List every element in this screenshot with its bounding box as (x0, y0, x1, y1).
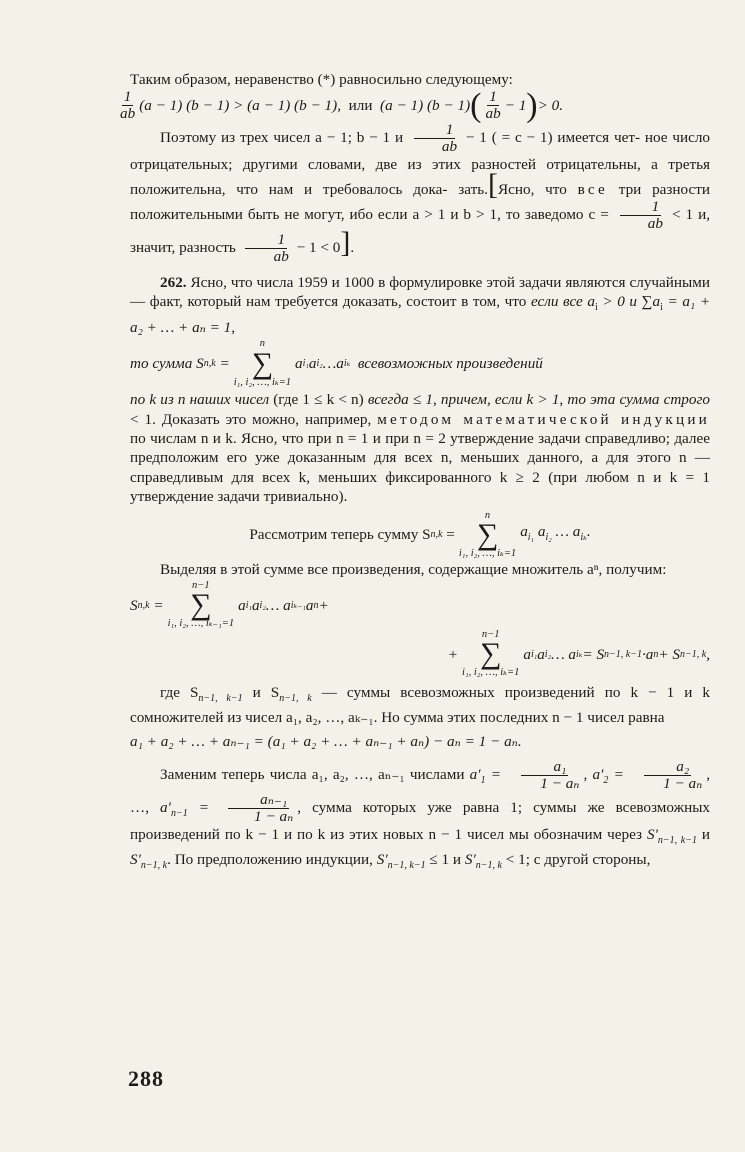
eq1-left: (a − 1) (b − 1) > (a − 1) (b − 1), (139, 97, 342, 115)
paragraph-1: Поэтому из трех чисел a − 1; b − 1 и $\frac{1}{ab}$ − 1 ( = c − 1) имеется чет- ное число отрицательных; другими словами, две из этих разностей отрицательны, а третья положительна, что нам и требовалось дока- зать.[Ясно, что все три разности положительными быть не могут, ибо если a > 1 и b > 1, то заведомо c = $\frac{1}{ab}$ < 1 и, значит, разность $\frac{1}{ab}$ − 1 < 0]. (130, 121, 711, 265)
paragraph-3: Выделяя в этой сумме все произведения, содержащие множитель aⁿ, получим: (160, 560, 667, 578)
sum-definition-formula: то сумма S n,k = n ∑ i₁, i₂, …, iₖ=1 a i₁ a i₂ …a iₖ всевозможных произведений (130, 338, 543, 388)
expansion-line-2: + n−1 ∑ i₁, i₂, …, iₖ=1 a i₁ a i₂ … a iₖ = S n−1, k−1 ·a n + S n−1, k , (447, 628, 710, 679)
eq1-or: или (348, 97, 373, 115)
paragraph-5: Заменим теперь числа a₁, a₂, …, aₙ₋₁ числами $a'_1$ = $\frac{\text{a₁}}{\text{1 − aₙ}}$ , $a'_2$ = $\frac{\text{a₂}}{\text{1 − aₙ}}$ , …, $a'_{n-1}$ = $\frac{\text{aₙ₋₁}}{\text{1 − aₙ}}$ , сумма которых уже равна 1; суммы же всевозможных произведений по k − 1 и по k из этих новых n − 1 чисел мы обозначим через $S'_{n-1, k-1}$ и $S'_{n-1, k}$. По предположению индукции, $S'_{n-1, k-1} \le 1$ и $S'_{n-1, k} < 1$; с другой стороны, (130, 758, 711, 872)
eq1-right: (a − 1) (b − 1) (380, 97, 471, 115)
page-body (120, 70, 711, 876)
consider-sum-formula: Рассмотрим теперь сумму S n,k = n ∑ i₁, i₂, …, iₖ=1 $a_{i_1}$ $a_{i_2}$ … $a_{i_k}$. (249, 509, 591, 560)
paragraph-262-cont: по k из n наших чисел (где 1 ≤ k < n) всегда ≤ 1, причем, если k > 1, то эта сумма строго < 1. Доказать это можно, например, методом математической индукции по числам n и k. Ясно, что при n = 1 и при n = 2 утверждение задачи справедливо; далее предположим его уже доказанным для всех n, меньших данного, а для этого n — справедливым для всех k, меньших фиксированного k ≥ 2 (при любом n и k = 1 утверждение задачи тривиально). (130, 391, 710, 506)
eq1-end: > 0. (537, 97, 564, 115)
problem-number: 262. (160, 273, 187, 291)
intro-line: Таким образом, неравенство (*) равносильно следующему: (130, 71, 513, 88)
fraction-1-over-ab: $\frac{1}{ab}$ (120, 88, 136, 123)
page-number: 288 (128, 1066, 164, 1091)
paragraph-4: где $S_{n-1, k-1}$ и $S_{n-1, k}$ — суммы всевозможных произведений по k − 1 и k сомножителей из чисел a₁, a₂, …, aₖ₋₁. Но сумма этих последних n − 1 чисел равна (130, 683, 711, 727)
paragraph-262: 262. Ясно, что числа 1959 и 1000 в формулировке этой задачи являются случайными — факт, который нам требуется доказать, состоит в том, что если все $a_i > 0$ и $\sum a_i = a_1 + a_2$ + … + aₙ = 1, (130, 273, 711, 336)
expansion-line-1: S n,k = n−1 ∑ i₁, i₂, …, iₖ₋₁=1 a i₁ a i₂ … a iₖ₋₁ a n + (130, 579, 329, 630)
inequality-formula: $\frac{1}{ab}$ (a − 1) (b − 1) > (a − 1) (b − 1), или (a − 1) (b − 1) ( $\frac{1}{ab}$ − 1 ) > 0. (120, 86, 564, 124)
sum-identity-formula: a₁ + a₂ + … + aₙ₋₁ = (a₁ + a₂ + … + aₙ₋₁ + aₙ) − aₙ = 1 − aₙ. (130, 732, 522, 750)
